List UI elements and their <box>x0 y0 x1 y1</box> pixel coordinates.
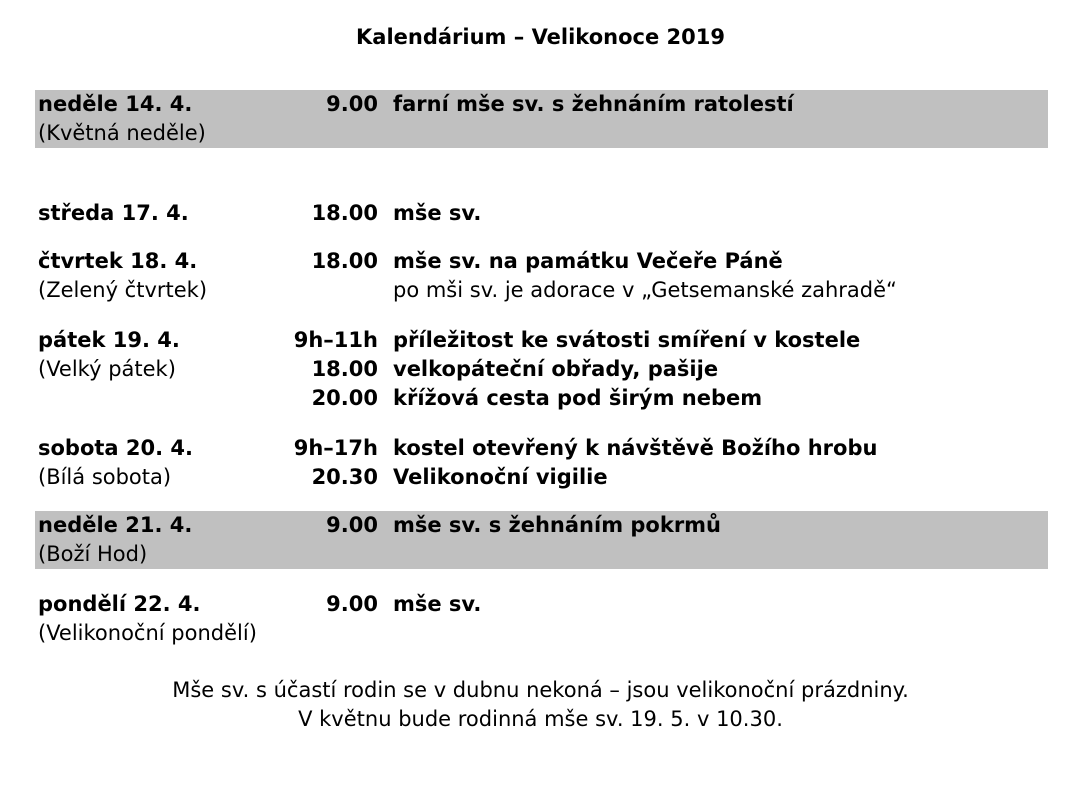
entry-day: pondělí 22. 4. <box>38 592 201 616</box>
entry-description: mše sv. <box>393 592 482 616</box>
entry-row <box>35 276 1048 305</box>
entry-description: farní mše sv. s žehnáním ratolestí <box>393 92 794 116</box>
entry-row <box>35 384 1048 413</box>
entry-row <box>35 355 1048 384</box>
entry-row <box>35 619 1048 648</box>
page-title: Kalendárium – Velikonoce 2019 <box>356 25 725 49</box>
entry-time: 9h–11h <box>293 328 378 352</box>
entry-row <box>35 119 1048 148</box>
entry-subtitle: (Květná neděle) <box>38 121 206 145</box>
entry-time: 18.00 <box>311 201 378 225</box>
entry-time: 20.00 <box>311 386 378 410</box>
footer-note <box>0 676 1081 734</box>
entry-time: 9.00 <box>326 513 378 537</box>
entry-day: sobota 20. 4. <box>38 436 194 460</box>
entry-time: 9.00 <box>326 92 378 116</box>
entry-note: po mši sv. je adorace v „Getsemanské zahradě“ <box>393 278 897 302</box>
entry-subtitle: (Boží Hod) <box>38 542 148 566</box>
entry-description: Velikonoční vigilie <box>393 465 608 489</box>
entry-time: 18.00 <box>311 249 378 273</box>
entry-row <box>35 247 1048 276</box>
entry-day: středa 17. 4. <box>38 201 189 225</box>
calendar-entry-easter-sunday <box>35 511 1048 569</box>
entry-description: příležitost ke svátosti smíření v kostele <box>393 328 861 352</box>
entry-time: 18.00 <box>311 357 378 381</box>
entry-description: mše sv. na památku Večeře Páně <box>393 249 783 273</box>
calendar-entry-good-friday <box>35 326 1048 413</box>
entry-description: mše sv. <box>393 201 482 225</box>
calendar-entry-holy-saturday <box>35 434 1048 492</box>
entry-row <box>35 590 1048 619</box>
entry-subtitle: (Bílá sobota) <box>38 465 172 489</box>
entry-subtitle: (Velký pátek) <box>38 357 176 381</box>
entry-row <box>35 199 1048 228</box>
entry-row <box>35 434 1048 463</box>
entry-time: 9.00 <box>326 592 378 616</box>
entry-day: neděle 21. 4. <box>38 513 193 537</box>
entry-description: kostel otevřený k návštěvě Božího hrobu <box>393 436 878 460</box>
footer-line: V květnu bude rodinná mše sv. 19. 5. v 10.30. <box>298 707 783 731</box>
entry-time: 20.30 <box>311 465 378 489</box>
entry-row <box>35 90 1048 119</box>
entry-row <box>35 540 1048 569</box>
calendar-entry-easter-monday <box>35 590 1048 648</box>
entry-description: velkopáteční obřady, pašije <box>393 357 719 381</box>
calendar-entry-maundy-thursday <box>35 247 1048 305</box>
entry-day: neděle 14. 4. <box>38 92 193 116</box>
calendar-entry-palm-sunday <box>35 90 1048 148</box>
entry-row <box>35 326 1048 355</box>
entry-time: 9h–17h <box>293 436 378 460</box>
entry-row <box>35 511 1048 540</box>
entry-description: mše sv. s žehnáním pokrmů <box>393 513 722 537</box>
footer-line: Mše sv. s účastí rodin se v dubnu nekoná – jsou velikonoční prázdniny. <box>172 678 909 702</box>
entry-row <box>35 463 1048 492</box>
entry-subtitle: (Velikonoční pondělí) <box>38 621 257 645</box>
entry-day: čtvrtek 18. 4. <box>38 249 198 273</box>
entry-description: křížová cesta pod širým nebem <box>393 386 763 410</box>
entry-subtitle: (Zelený čtvrtek) <box>38 278 208 302</box>
entry-day: pátek 19. 4. <box>38 328 180 352</box>
calendar-entry-wednesday <box>35 199 1048 228</box>
